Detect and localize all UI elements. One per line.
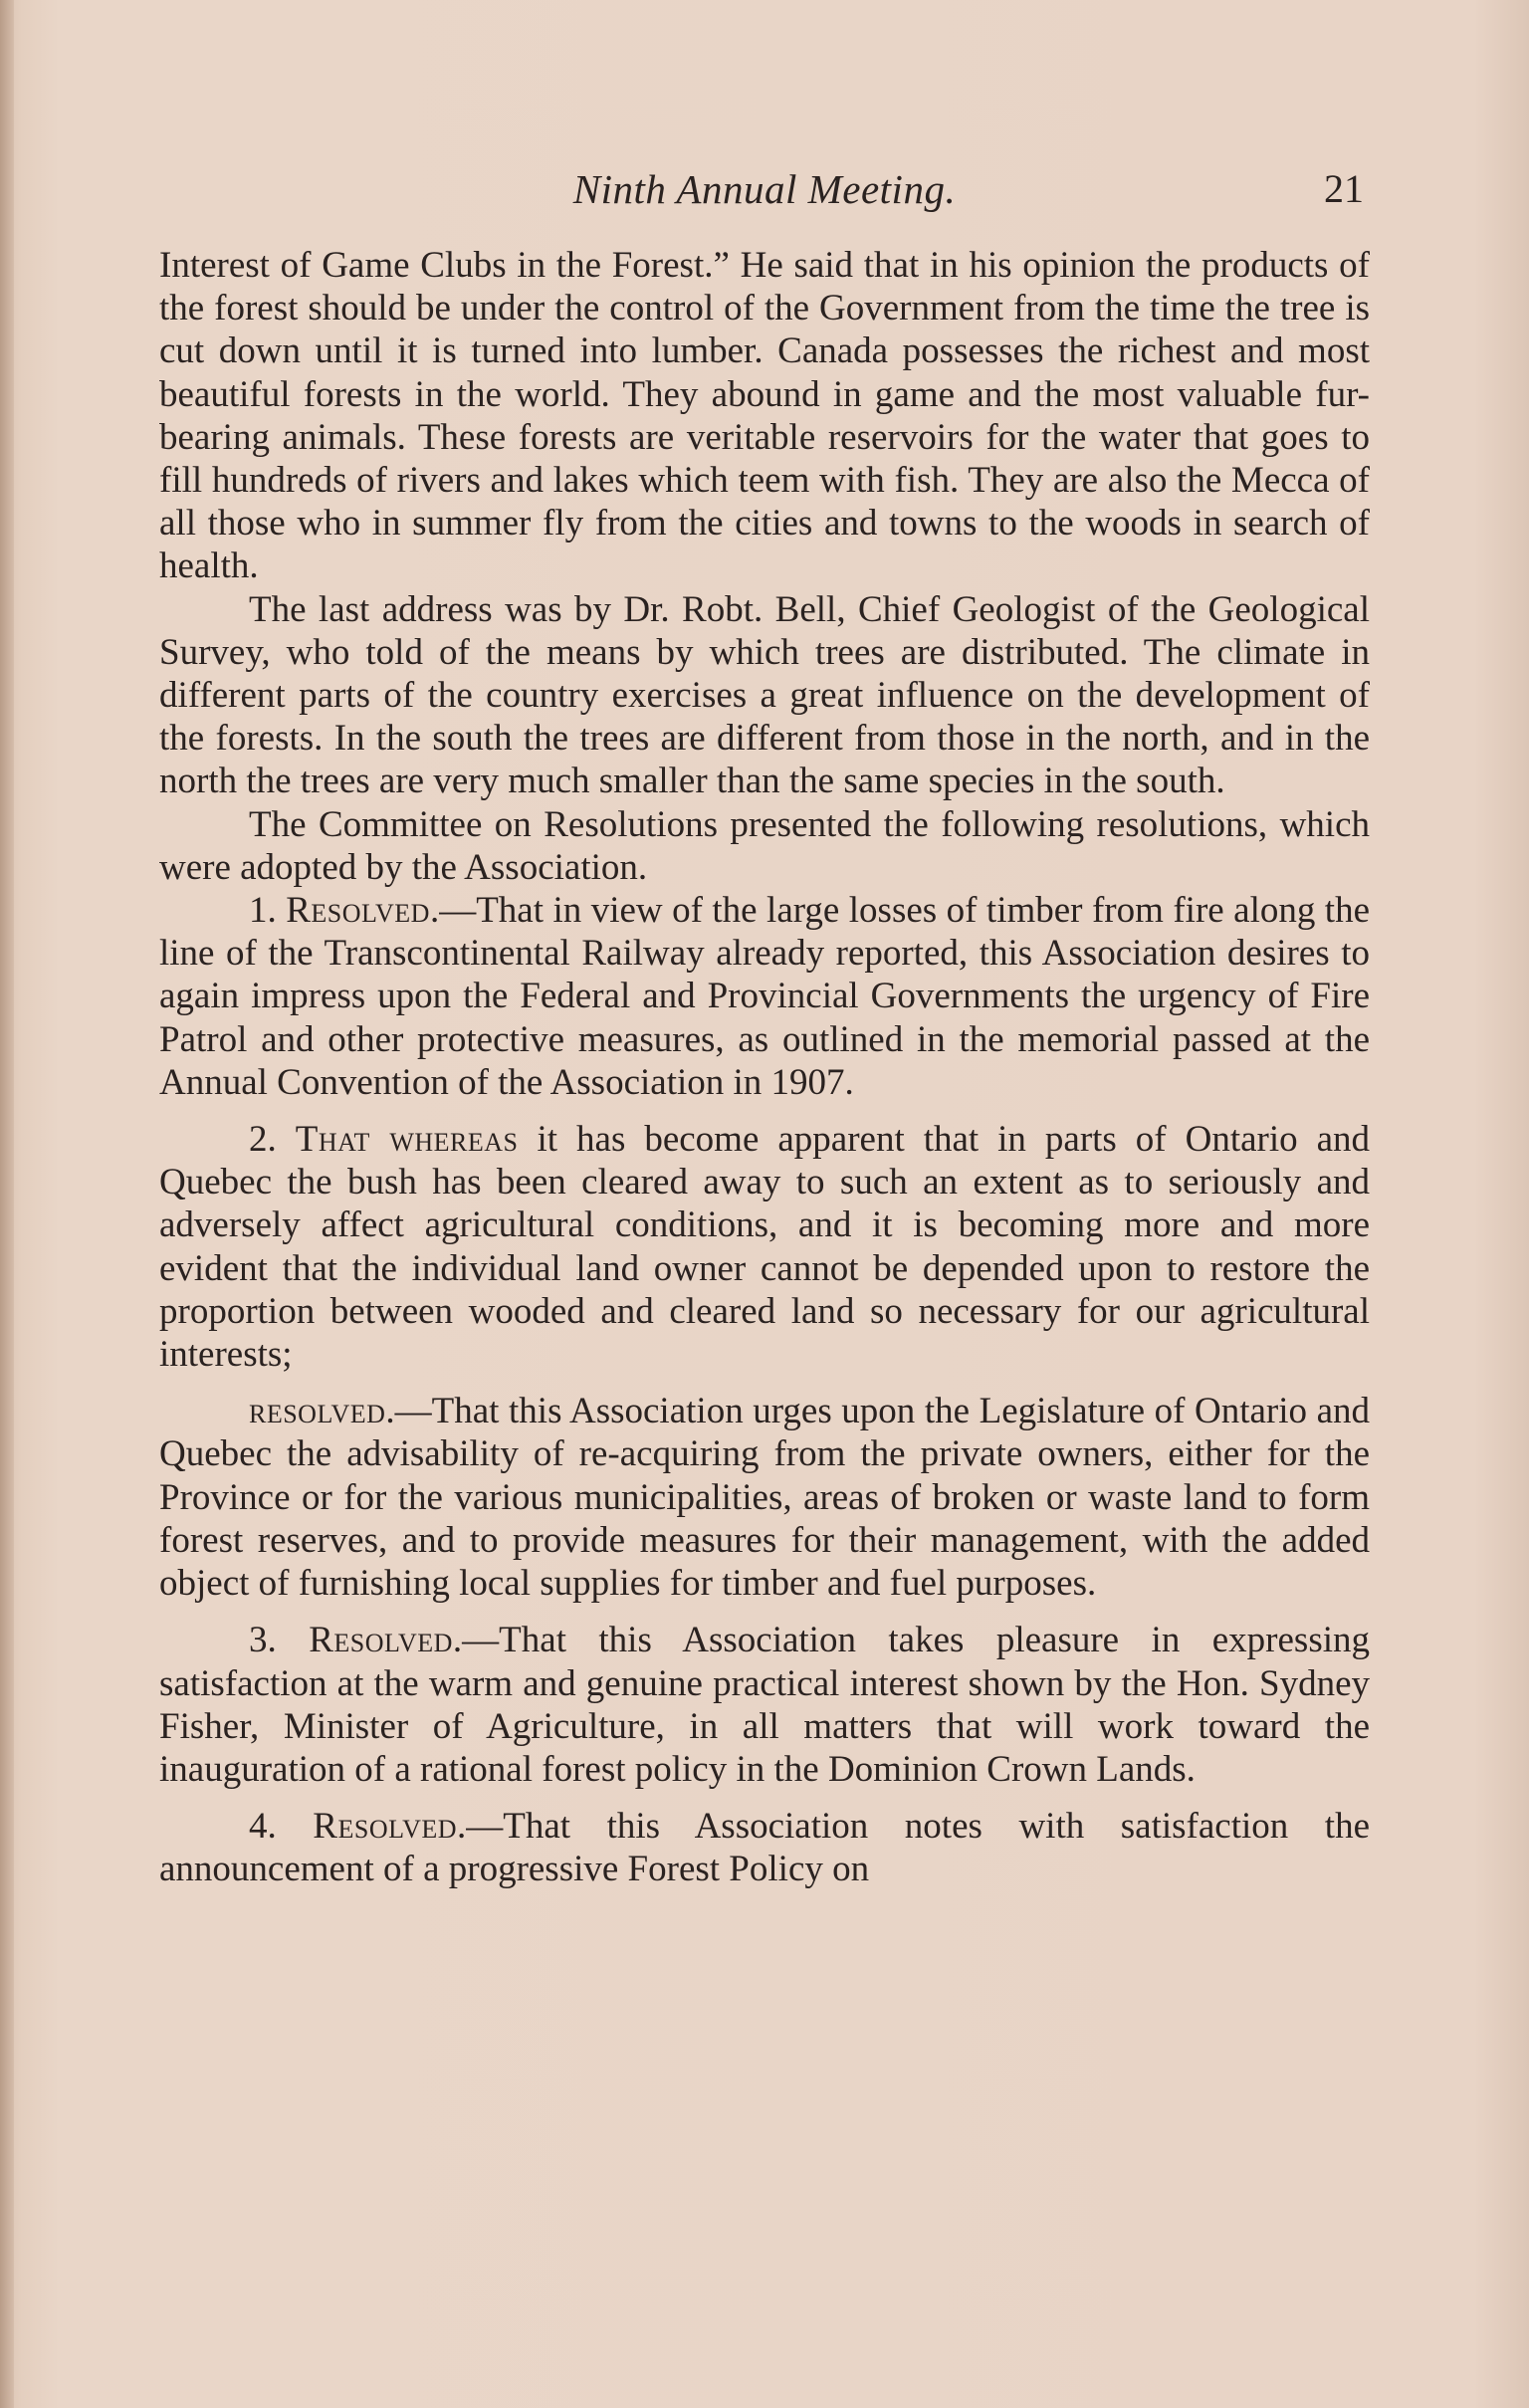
paragraph-committee-resolutions: The Committee on Resolutions presented the following resolutions, which were adopted by the Association. [159,803,1370,888]
resolution-4 [159,1805,1370,1890]
resolution-text: .—That this Association urges upon the Legislature of Ontario and Quebec the advisability of re-acquiring from the private owners, either for the Province or for the various municipalities, areas of broken or waste land to form forest reserves, and to provide measures for their management, with the added object of furnishing local supplies for timber and fuel purposes. [159,1391,1370,1605]
resolution-label: Resolved [313,1806,458,1848]
body-text [159,244,1370,1891]
resolution-text: .—That this Association takes pleasure in expressing satisfaction at the warm and genuine practical interest shown by the Hon. Sydney Fisher, Minister of Agriculture, in all matters that will work toward the inauguration of a rational forest policy in the Dominion Crown Lands. [159,1620,1370,1790]
resolution-label: That whereas [295,1119,519,1161]
resolution-text: it has become apparent that in parts of Ontario and Quebec the bush has been cleared away to such an extent as to seriously and adversely affect agricultural conditions, and it is becoming more and more evident that the individual land owner cannot be depended upon to restore the proportion between wooded and cleared land so necessary for our agricultural interests; [159,1119,1371,1376]
resolution-text: .—That this Association notes with satisfaction the announcement of a progressive Forest Policy on [159,1806,1371,1890]
resolution-2-resolved [159,1390,1370,1605]
resolution-label: Resolved [286,890,430,932]
running-head [159,159,1370,219]
paragraph-dr-bell-address: The last address was by Dr. Robt. Bell, Chief Geologist of the Geological Survey, who told of the means by which trees are distributed. The climate in different parts of the country exercises a great influence on the development of the forests. In the south the trees are different from those in the north, and in the north the trees are very much smaller than the same species in the south. [159,588,1370,802]
resolution-number: 2. [249,1119,296,1161]
resolution-3 [159,1619,1370,1791]
running-title: Ninth Annual Meeting. [572,166,957,212]
resolution-2-preamble [159,1118,1370,1376]
resolution-label: resolved [249,1391,386,1432]
resolution-number: 3. [249,1620,310,1661]
page-number: 21 [1324,166,1364,211]
resolution-number: 1. [249,890,287,932]
resolution-label: Resolved [309,1620,453,1661]
paragraph-game-clubs: Interest of Game Clubs in the Forest.” He said that in his opinion the products of the forest should be under the control of the Government from the time the tree is cut down until it is turned into lumber. Canada possesses the richest and most beautiful forests in the world. They abound in game and the most valuable fur-bearing animals. These forests are veritable reservoirs for the water that goes to fill hundreds of rivers and lakes which teem with fish. They are also the Mecca of all those who in summer fly from the cities and towns to the woods in search of health. [159,245,1370,587]
resolution-number: 4. [249,1806,314,1848]
resolution-text: .—That in view of the large losses of timber from fire along the line of the Transcontinental Railway already reported, this Association desires to again impress upon the Federal and Provincial Governments the urgency of Fire Patrol and other protective measures, as outlined in the memorial passed at the Annual Convention of the Association in 1907. [159,890,1371,1103]
page-binding-edge [0,0,14,2408]
resolution-1 [159,889,1370,1104]
